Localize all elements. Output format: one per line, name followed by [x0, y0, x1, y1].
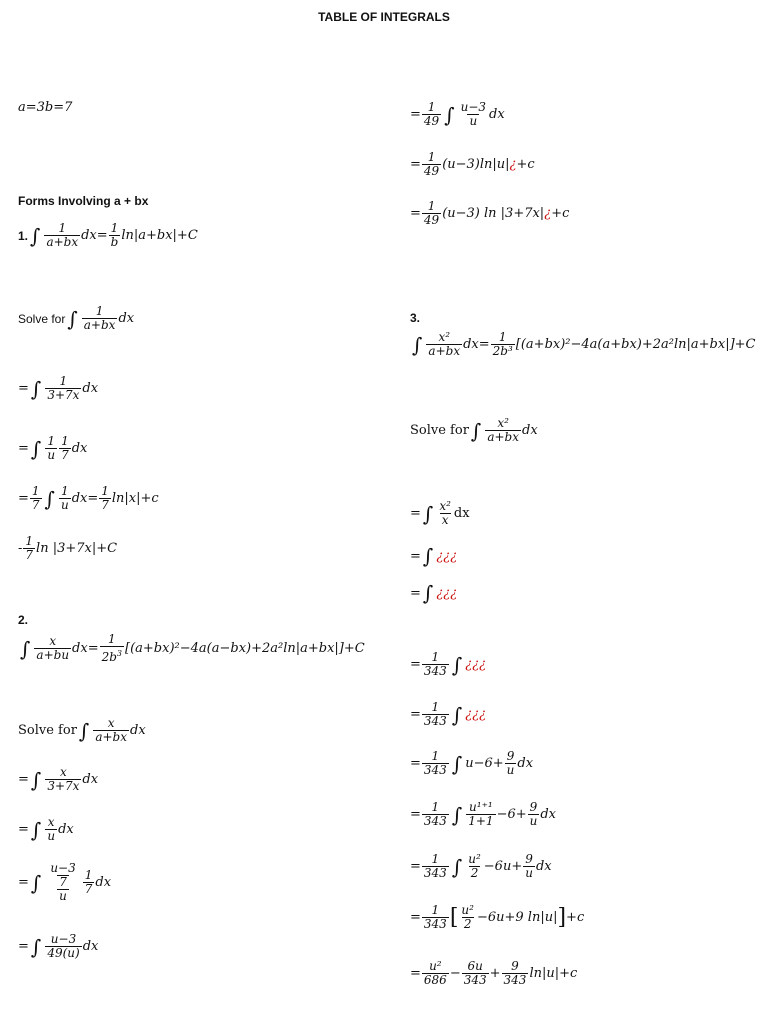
- integral-sign: ∫: [422, 501, 434, 526]
- integral-sign: ∫: [444, 102, 455, 127]
- formula-text: dx=: [71, 491, 99, 506]
- fraction: $\frac{\text{x²}}{x}$: [439, 499, 451, 527]
- formula-number: 2.: [18, 613, 29, 627]
- equals-sign: =: [410, 585, 421, 601]
- step-line: [18, 933, 98, 960]
- step-line: [18, 862, 111, 903]
- fraction: $\frac{1}{49}$: [423, 199, 440, 227]
- integral-sign: ∫: [30, 934, 42, 959]
- formula-text: [(a+bx)²−4a(a−bx)+2a²ln|a+bx|]+C: [125, 641, 365, 656]
- equals-sign: =: [410, 859, 421, 874]
- equals-sign: =: [18, 381, 29, 396]
- integral-sign: ∫: [451, 652, 463, 677]
- formula-text: dx=: [81, 228, 108, 243]
- step-line: [410, 750, 533, 777]
- formula-text: dx: [95, 875, 112, 890]
- fraction: $\frac{x}{a+bx}$: [95, 716, 128, 744]
- step-line: [410, 500, 470, 527]
- solve-for-2: [18, 717, 146, 744]
- fraction: $\frac{x}{u}$: [47, 815, 56, 843]
- unknown-glyph: ¿¿¿: [436, 548, 458, 564]
- fraction: $\frac{1}{343}$: [423, 700, 447, 728]
- step-line: [410, 960, 577, 987]
- formula-number: 3.: [410, 311, 421, 325]
- formula-1: [18, 222, 198, 249]
- equals-sign: =: [410, 206, 421, 221]
- fraction: $\frac{\text{x²}}{a+bx}$: [428, 330, 461, 358]
- unknown-glyph: ¿¿¿: [465, 657, 487, 672]
- fraction: $\frac{1}{343}$: [423, 650, 447, 678]
- equals-sign: =: [410, 657, 421, 672]
- fraction: $\frac{9}{u}$: [506, 749, 515, 777]
- fraction: $\frac{1}{u}$: [60, 484, 69, 512]
- plus-sign: +: [489, 966, 501, 981]
- equals-sign: =: [18, 939, 29, 954]
- formula-text: dx=: [463, 337, 490, 352]
- fraction: $\frac{6u}{343}$: [463, 959, 487, 987]
- step-line: [410, 151, 535, 178]
- formula-text: dx: [58, 822, 74, 837]
- step-line: [410, 904, 584, 931]
- fraction: $\frac{1}{a+bx}$: [83, 304, 116, 332]
- formula-text: ln|x|+c: [111, 491, 159, 506]
- unknown-glyph: ¿¿¿: [436, 585, 458, 601]
- fraction: $\frac{1}{7}$: [84, 868, 93, 896]
- equals-sign: =: [18, 491, 29, 506]
- solve-label: Solve for: [410, 423, 469, 438]
- unknown-glyph: ¿: [509, 157, 517, 172]
- integral-sign: ∫: [44, 486, 55, 511]
- fraction: $\frac{1}{2b^3}$: [101, 632, 123, 664]
- left-bracket: [: [449, 904, 459, 930]
- step-line: [18, 375, 98, 402]
- formula-text: +c: [516, 157, 535, 172]
- equals-sign: =: [18, 441, 29, 456]
- fraction: $\frac{1}{343}$: [423, 749, 447, 777]
- compound-fraction: $\frac{\frac{u-3}{7}}{u}$: [50, 861, 76, 903]
- fraction: $\frac{x}{a+bu}$: [36, 634, 70, 662]
- step-line: [410, 853, 552, 880]
- integral-sign: ∫: [30, 436, 42, 461]
- integral-sign: ∫: [78, 718, 90, 743]
- equals-sign: =: [410, 157, 421, 172]
- equals-sign: =: [410, 756, 421, 771]
- formula-2: [18, 633, 365, 664]
- givens-line: a=3b=7: [18, 100, 73, 115]
- fraction: $\frac{\text{x²}}{a+bx}$: [487, 416, 520, 444]
- integral-sign: ∫: [67, 306, 78, 331]
- integral-sign: ∫: [451, 802, 463, 827]
- equals-sign: =: [410, 910, 421, 925]
- fraction: $\frac{1}{343}$: [423, 800, 447, 828]
- step-line: [18, 485, 159, 512]
- fraction: $\frac{1}{7}$: [101, 484, 109, 512]
- formula-text: dx=: [72, 641, 99, 656]
- fraction: $\frac{\text{u²}}{2}$: [461, 903, 474, 931]
- step-line: [410, 583, 457, 603]
- fraction: $\frac{\text{u¹⁺¹}}{1+1}$: [468, 800, 494, 828]
- formula-text: dx: [453, 506, 470, 521]
- unknown-glyph: ¿: [544, 206, 552, 221]
- equals-sign: =: [410, 506, 421, 521]
- integral-sign: ∫: [451, 702, 463, 727]
- formula-text: −6+: [496, 807, 527, 822]
- equals-sign: =: [410, 966, 421, 981]
- equals-sign: =: [410, 107, 421, 122]
- integral-sign: ∫: [30, 817, 42, 842]
- formula-text: dx: [71, 441, 88, 456]
- step-line: [18, 435, 87, 462]
- formula-text: +c: [566, 910, 585, 925]
- fraction: $\frac{1}{u}$: [47, 434, 56, 462]
- fraction: $\frac{9}{343}$: [503, 959, 527, 987]
- integral-sign: ∫: [451, 751, 463, 776]
- right-bracket: ]: [557, 904, 567, 930]
- fraction: $\frac{9}{u}$: [525, 852, 533, 880]
- integral-sign: ∫: [30, 376, 42, 401]
- integral-sign: ∫: [412, 332, 423, 357]
- formula-text: dx: [522, 423, 538, 438]
- formula-text: −6u+9 ln|u|: [476, 910, 558, 925]
- step-line: [410, 200, 569, 227]
- fraction: $\frac{1}{343}$: [423, 852, 447, 880]
- fraction: $\frac{1}{b}$: [110, 221, 119, 249]
- solve-for-3: [410, 417, 538, 444]
- fraction: $\frac{1}{7}$: [25, 534, 34, 562]
- fraction: $\frac{u-3}{u}$: [460, 100, 487, 128]
- formula-number: 1.: [18, 228, 29, 243]
- step-line: [410, 101, 505, 128]
- integral-sign: ∫: [20, 636, 31, 661]
- equals-sign: =: [410, 807, 421, 822]
- integral-sign: ∫: [470, 418, 482, 443]
- solve-label: Solve for: [18, 723, 77, 738]
- fraction: $\frac{1}{3+7x}$: [47, 374, 80, 402]
- integral-sign: ∫: [451, 854, 463, 879]
- fraction: $\frac{\text{u²}}{686}$: [423, 959, 447, 987]
- step-line: [410, 701, 486, 728]
- formula-text: (u−3)ln|u|: [442, 157, 510, 172]
- formula-text: dx: [82, 939, 99, 954]
- formula-text: [(a+bx)²−4a(a+bx)+2a²ln|a+bx|]+C: [515, 337, 756, 352]
- integral-sign: ∫: [422, 544, 434, 568]
- formula-text: dx: [82, 381, 99, 396]
- solve-label: Solve for: [18, 311, 66, 326]
- fraction: $\frac{1}{7}$: [31, 484, 40, 512]
- integral-sign: ∫: [30, 870, 42, 895]
- equals-sign: =: [18, 875, 29, 890]
- integral-sign: ∫: [30, 223, 41, 248]
- formula-text: u−6+: [465, 756, 504, 771]
- formula-text: dx: [489, 107, 505, 122]
- unknown-glyph: ¿¿¿: [465, 707, 487, 722]
- fraction: $\frac{\text{u²}}{2}$: [468, 852, 481, 880]
- minus-sign: −: [449, 966, 461, 981]
- equals-sign: =: [18, 822, 29, 837]
- equals-sign: =: [410, 707, 421, 722]
- fraction: $\frac{1}{a+bx}$: [46, 221, 79, 249]
- step-line: [410, 651, 486, 678]
- equals-sign: -: [18, 541, 23, 556]
- step-line: [410, 546, 457, 566]
- formula-text: ln |3+7x|+C: [36, 541, 118, 556]
- formula-text: ln|a+bx|+C: [121, 228, 198, 243]
- step-line: [18, 766, 98, 793]
- fraction: $\frac{u-3}{49(u)}$: [47, 932, 80, 960]
- step-line: [410, 801, 556, 828]
- formula-text: dx: [130, 723, 146, 738]
- formula-text: dx: [82, 772, 99, 787]
- fraction: $\frac{x}{3+7x}$: [47, 765, 80, 793]
- equals-sign: =: [18, 772, 29, 787]
- solve-for-1: [18, 305, 134, 332]
- fraction: $\frac{1}{49}$: [423, 150, 440, 178]
- forms-heading: Forms Involving a + bx: [18, 194, 149, 208]
- formula-text: −6u+: [483, 859, 523, 874]
- step-line: [18, 816, 74, 843]
- fraction: $\frac{1}{49}$: [423, 100, 440, 128]
- page-title: TABLE OF INTEGRALS: [318, 10, 450, 24]
- integral-sign: ∫: [422, 581, 434, 605]
- integral-sign: ∫: [30, 767, 42, 792]
- formula-text: dx: [517, 756, 534, 771]
- fraction: $\frac{9}{u}$: [529, 800, 538, 828]
- formula-text: dx: [535, 859, 552, 874]
- formula-text: ln|u|+c: [529, 966, 578, 981]
- fraction: $\frac{1}{\text{2b³}}$: [492, 330, 513, 358]
- formula-text: +c: [551, 206, 570, 221]
- step-line: [18, 535, 117, 562]
- formula-text: dx: [118, 311, 135, 326]
- formula-text: dx: [540, 807, 557, 822]
- formula-text: (u−3) ln |3+7x|: [442, 206, 545, 221]
- fraction: $\frac{1}{7}$: [61, 434, 69, 462]
- formula-3: [410, 331, 755, 358]
- fraction: $\frac{1}{343}$: [423, 903, 447, 931]
- equals-sign: =: [410, 548, 421, 564]
